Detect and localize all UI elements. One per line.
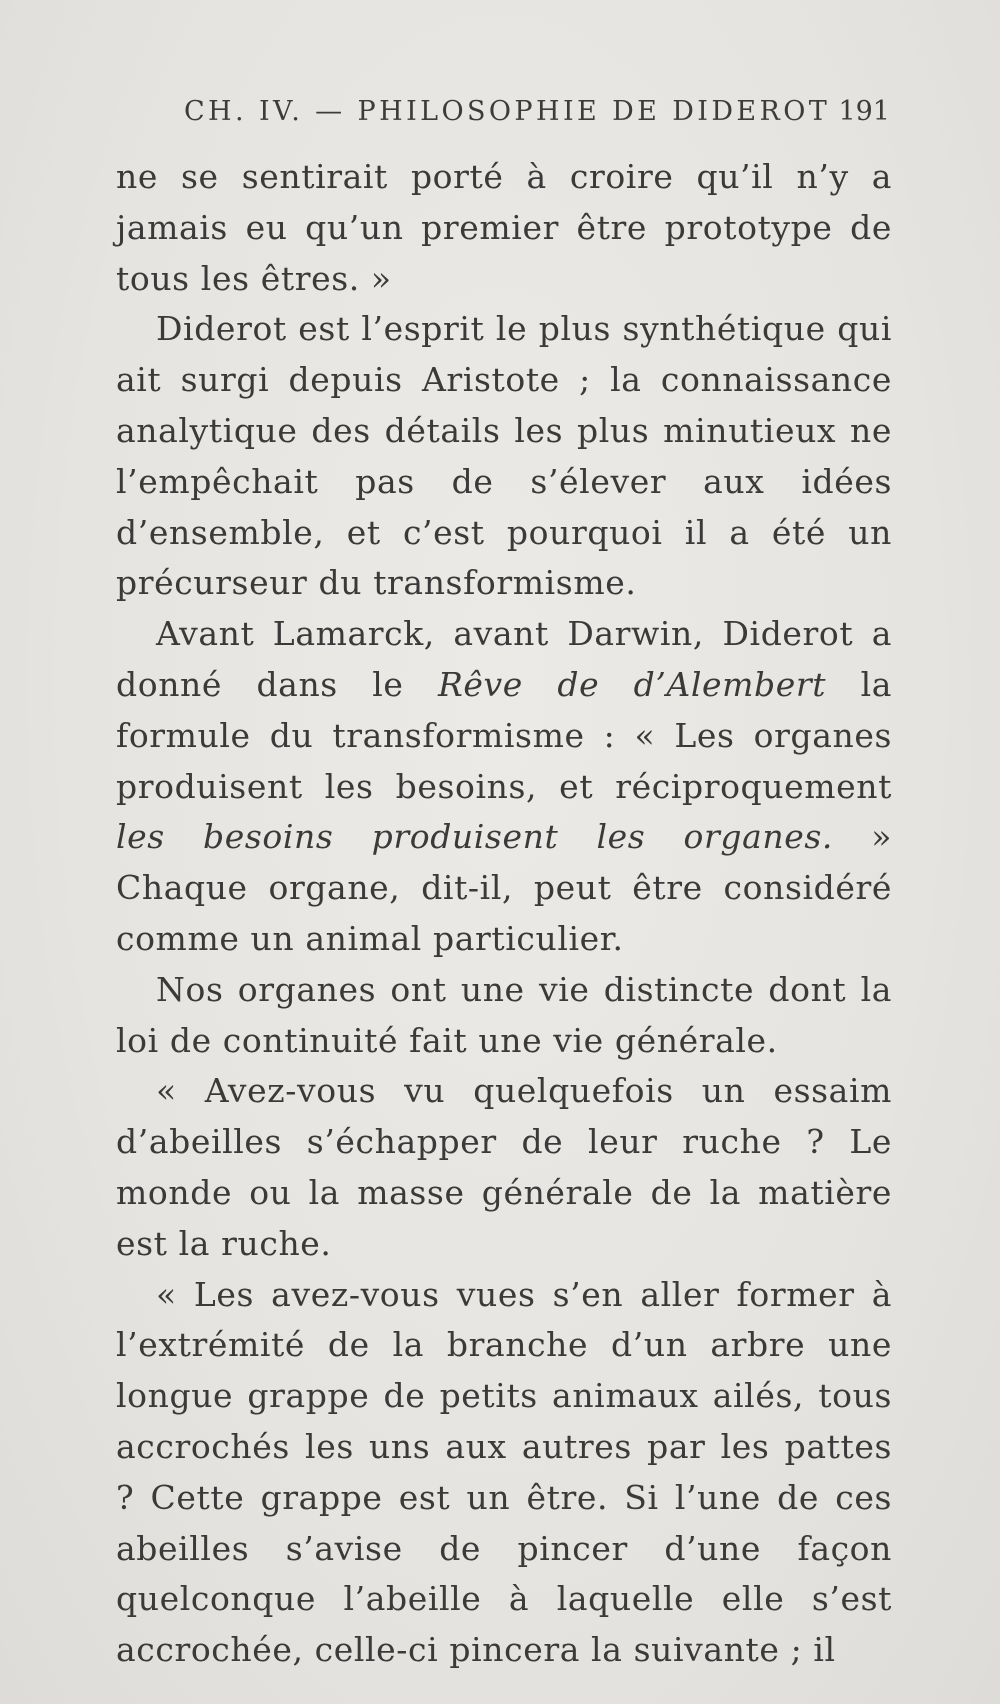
paragraph-1: ne se sentirait porté à croire qu’il n’y a jamais eu qu’un premier être prototype de tous les êtres. » <box>116 157 892 298</box>
paragraph-3-text-3: » Chaque organe, dit-il, peut être considéré comme un animal particulier. <box>116 817 892 958</box>
book-title-reve-de-dalembert: Rêve de d’Alembert <box>437 664 827 704</box>
body-text <box>116 152 892 1676</box>
paragraph-2: Diderot est l’esprit le plus synthétique qui ait surgi depuis Aristote ; la connaissance analytique des détails les plus minutieux ne l’empêchait pas de s’élever aux idées d’ensemble, et c’est pourquoi il a été un précurseur du transformisme. <box>116 309 892 603</box>
paragraph-3-text-2: la formule du transformisme : « Les organes produisent les besoins, et réciproquement <box>116 664 892 806</box>
paragraph-5: « Avez-vous vu quelquefois un essaim d’abeilles s’échapper de leur ruche ? Le monde ou la masse générale de la matière est la ruche. <box>116 1071 892 1263</box>
running-head <box>184 96 890 136</box>
page-number: 191 <box>838 96 890 127</box>
paragraph-3-text-1: Avant Lamarck, avant Darwin, Diderot a donné dans le <box>116 614 892 704</box>
chapter-title: CH. IV. — PHILOSOPHIE DE DIDEROT <box>184 96 831 127</box>
paragraph-6: « Les avez-vous vues s’en aller former à l’extrémité de la branche d’un arbre une longue grappe de petits animaux ailés, tous accrochés les uns aux autres par les pattes ? Cette grappe est un être. Si l’une de ces abeilles s’avise de pincer d’une façon quelconque l’abeille à laquelle elle s’est accrochée, celle-ci pincera la suivante ; il <box>116 1274 892 1670</box>
italic-quote: les besoins produisent les organes. <box>116 817 833 857</box>
paragraph-3 <box>116 609 892 965</box>
paragraph-4: Nos organes ont une vie distincte dont la loi de continuité fait une vie générale. <box>116 969 892 1060</box>
